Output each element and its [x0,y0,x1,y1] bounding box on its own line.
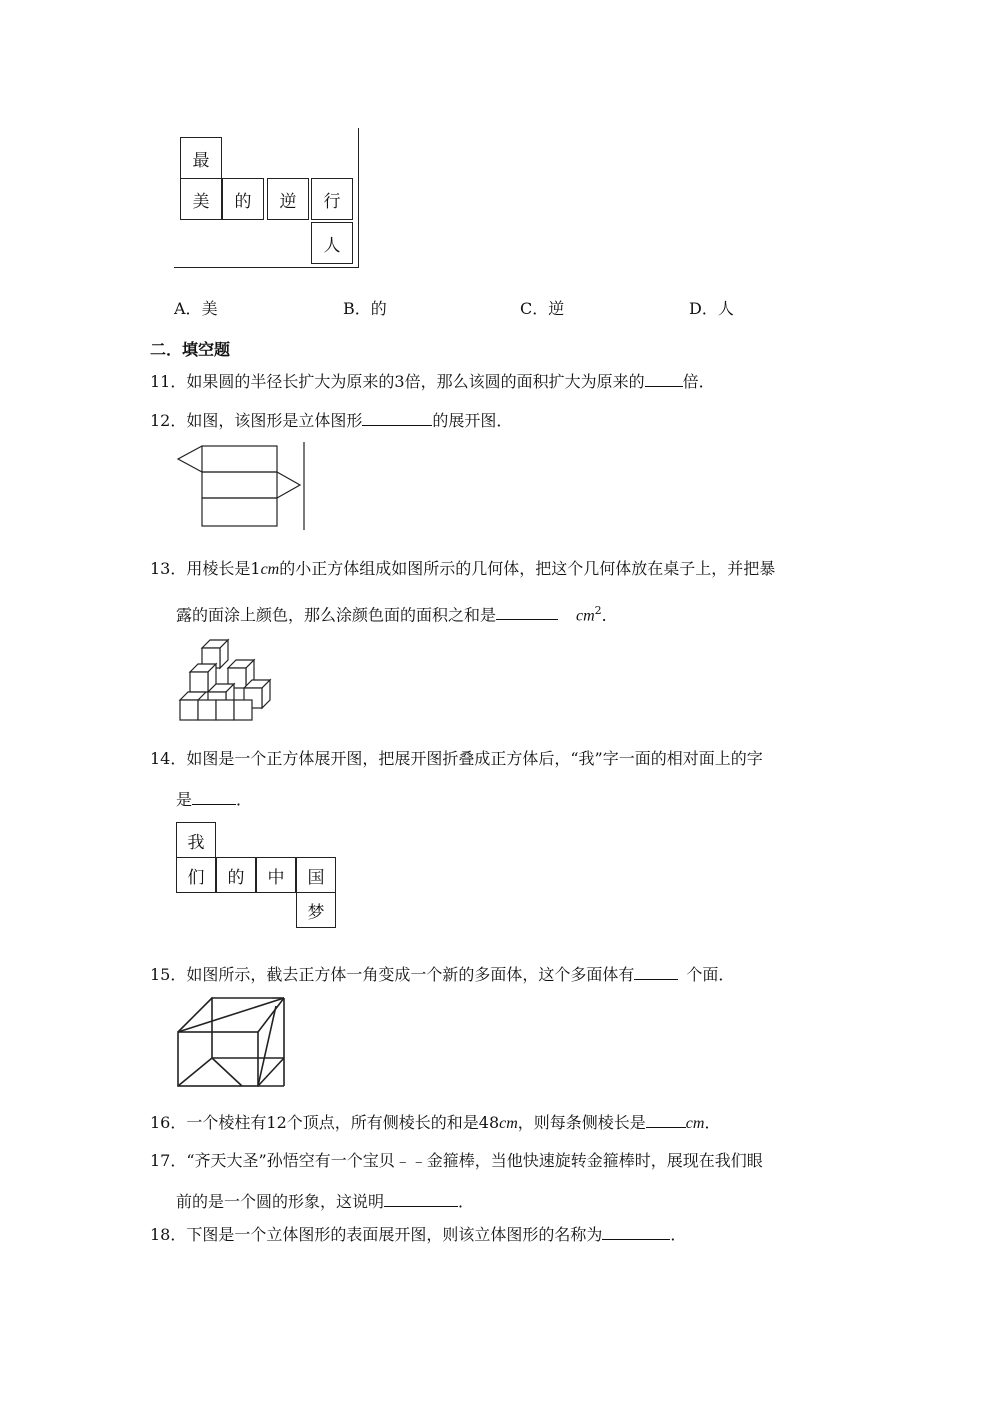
net-cell: 人 [311,222,353,264]
option-letter: A． [174,299,202,318]
option-a [174,298,218,320]
net-cell: 行 [311,178,353,220]
question-number: 16． [150,1113,187,1132]
question-text: ． [670,1225,687,1244]
net-cell: 梦 [296,892,336,928]
answer-blank[interactable] [645,370,683,387]
question-text: 是 [176,790,193,809]
question-text: 如图所示，截去正方体一角变成一个新的多面体，这个多面体有 [186,965,635,984]
question-text: ． [704,1113,721,1132]
question-text: 前的是一个圆的形象，这说明 [176,1192,385,1211]
net-cell: 国 [296,857,336,893]
question-text: ，则每条侧棱长是 [517,1113,646,1132]
question-unit: cm [499,1115,518,1132]
option-letter: B． [343,299,371,318]
figure-frame-right [358,128,359,268]
question-number: 13． [150,559,187,578]
question-text: ． [236,790,253,809]
question-13-line-2 [176,600,618,627]
option-text: 美 [201,299,218,318]
question-text: 用棱长是 [186,559,251,578]
question-text: ． [601,605,618,625]
answer-blank[interactable] [362,409,432,426]
question-value: 1 [250,559,261,578]
figure-truncated-cube [172,992,292,1092]
question-16 [150,1111,720,1135]
question-12 [150,409,512,432]
question-text: 个顶点，所有侧棱长的和是 [286,1113,479,1132]
question-11 [150,370,715,393]
question-17-line-1 [150,1150,763,1172]
answer-blank[interactable] [602,1223,670,1240]
question-number: 15． [150,965,187,984]
figure-frame-bottom [174,267,359,268]
question-text: 个面． [686,965,735,984]
question-superscript: 2 [594,604,602,617]
question-14-line-1 [150,748,763,770]
question-number: 14． [150,749,187,768]
question-value: 48 [478,1113,500,1132]
option-d [689,298,734,320]
question-text: 的小正方体组成如图所示的几何体，把这个几何体放在桌子上，并把暴 [279,559,776,578]
figure-prism-net [172,440,312,532]
net-cell: 中 [256,857,296,893]
answer-blank[interactable] [384,1190,458,1207]
question-number: 12． [150,411,187,430]
answer-blank[interactable] [634,963,678,980]
question-text: 如图，该图形是立体图形 [186,411,363,430]
question-unit: cm [260,561,280,578]
net-cell: 们 [176,857,216,893]
question-15 [150,963,734,986]
net-cell: 我 [176,822,216,858]
question-text: 下图是一个立体图形的表面展开图，则该立体图形的名称为 [186,1225,603,1244]
net-cell: 的 [216,857,256,893]
net-cell: 美 [180,178,222,220]
option-text: 人 [717,299,734,318]
question-14-line-2 [176,788,252,811]
question-text: “齐天大圣”孙悟空有一个宝贝﹣﹣金箍棒，当他快速旋转金箍棒时，展现在我们眼 [186,1151,763,1170]
figure-cube-net-2 [174,820,344,932]
question-18 [150,1223,686,1246]
option-text: 逆 [548,299,565,318]
question-number: 17． [150,1151,187,1170]
option-b [343,298,387,320]
question-17-line-2 [176,1190,474,1213]
net-cell: 逆 [267,178,309,220]
question-text: 如果圆的半径长扩大为原来的 [186,372,395,391]
question-value: 3 [394,372,405,391]
net-cell: 最 [180,137,222,179]
question-number: 11． [150,372,187,391]
answer-blank[interactable] [192,788,236,805]
question-value: 12 [266,1113,287,1132]
option-c [520,298,564,320]
question-13-line-1 [150,558,775,581]
answer-blank[interactable] [496,603,558,620]
question-text: 一个棱柱有 [186,1113,267,1132]
question-text: 露的面涂上颜色，那么涂颜色面的面积之和是 [176,605,497,625]
question-text: 如图是一个正方体展开图，把展开图折叠成正方体后，“我”字一面的相对面上的字 [186,749,763,768]
answer-blank[interactable] [646,1111,686,1128]
question-unit: cm [576,607,595,625]
question-text: ． [458,1192,475,1211]
section-heading: 二．填空题 [150,340,231,359]
option-letter: C． [520,299,549,318]
option-letter: D． [689,299,718,318]
net-cell: 的 [222,178,264,220]
question-number: 18． [150,1225,187,1244]
option-text: 的 [370,299,387,318]
figure-cube-net-1 [174,128,360,270]
question-text: 倍． [682,372,715,391]
figure-cube-stack [172,630,282,725]
question-text: 倍，那么该圆的面积扩大为原来的 [404,372,645,391]
question-unit: cm [685,1115,705,1132]
question-text: 的展开图． [432,411,513,430]
